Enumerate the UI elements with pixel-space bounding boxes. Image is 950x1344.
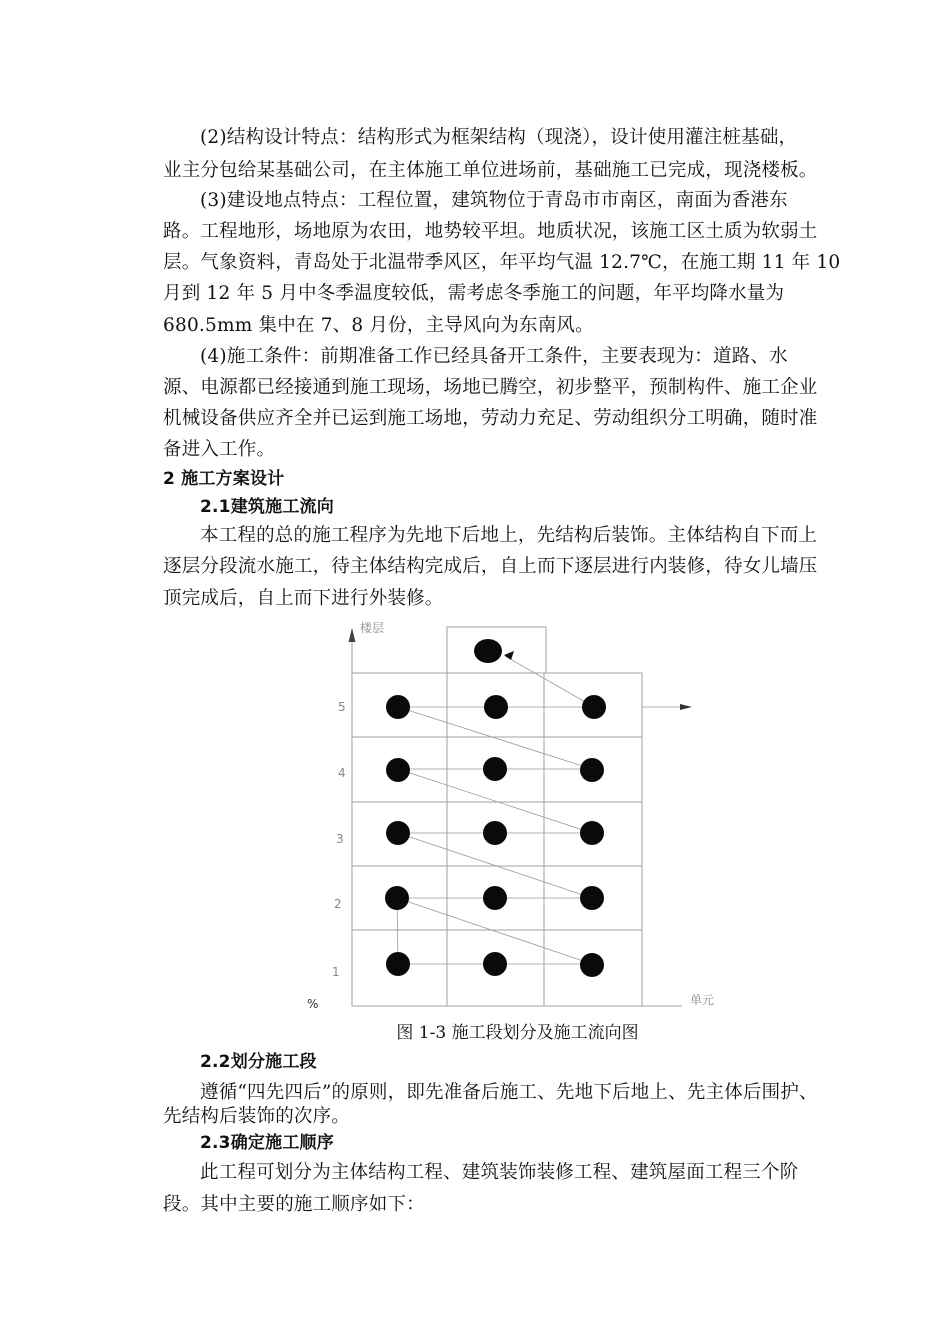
work-sections [385,639,606,977]
paragraph-line: 此工程可划分为主体结构工程、建筑装饰装修工程、建筑屋面工程三个阶 [200,1162,799,1183]
floor-label: 2 [334,897,342,911]
section-dot [385,886,409,910]
paragraph-line: (4)施工条件：前期准备工作已经具备开工条件，主要表现为：道路、水 [200,346,788,367]
section-dot [582,695,606,719]
paragraph-line: 逐层分段流水施工，待主体结构完成后，自上而下逐层进行内装修，待女儿墙压 [163,556,818,577]
paragraph-line: 先结构后装饰的次序。 [163,1106,351,1127]
x-axis-label: 单元 [690,993,715,1007]
exit-arrow-head [680,704,692,710]
subsection-heading: 2.1建筑施工流向 [200,497,334,517]
section-heading: 2 施工方案设计 [163,469,285,489]
paragraph-line: 路。工程地形，场地原为农田，地势较平坦。地质状况，该施工区土质为软弱土 [163,221,818,242]
section-dot [483,952,507,976]
flow-lines [397,656,682,964]
paragraph-line: 备进入工作。 [163,439,276,460]
section-dot [483,886,507,910]
section-dot [386,695,410,719]
section-dot [580,758,604,782]
floor-label: 3 [336,832,344,846]
figure-caption: 图 1-3 施工段划分及施工流向图 [396,1023,639,1043]
section-dot [386,821,410,845]
section-dot [386,758,410,782]
subsection-heading: 2.3确定施工顺序 [200,1133,334,1153]
roof-section-dot [474,639,502,663]
paragraph-line: 顶完成后，自上而下进行外装修。 [163,588,444,609]
origin-label: % [307,997,319,1011]
paragraph-line: 本工程的总的施工程序为先地下后地上，先结构后装饰。主体结构自下而上 [200,525,818,546]
section-dot [580,953,604,977]
paragraph-line: 机械设备供应齐全并已运到施工场地，劳动力充足、劳动组织分工明确，随时准 [163,408,818,429]
paragraph-line: 层。气象资料，青岛处于北温带季风区，年平均气温 12.7℃，在施工期 11 年 10 [163,252,841,273]
floor-label: 5 [338,700,346,714]
section-dot [483,757,507,781]
floor-label: 4 [338,766,346,780]
paragraph-line: 段。其中主要的施工顺序如下： [163,1194,425,1215]
y-axis-arrow [349,628,356,642]
paragraph-line: 源、电源都已经接通到施工现场，场地已腾空，初步整平，预制构件、施工企业 [163,377,818,398]
flow-arrow-head [504,651,514,660]
subsection-heading: 2.2划分施工段 [200,1052,317,1072]
paragraph-line: 业主分包给某基础公司，在主体施工单位进场前，基础施工已完成，现浇楼板。 [163,160,818,181]
section-dot [386,952,410,976]
y-axis-label: 楼层 [360,621,385,635]
section-dot [580,886,604,910]
section-dot [580,821,604,845]
floor-grid [352,673,642,1006]
section-dot [484,695,508,719]
floor-label: 1 [332,965,340,979]
paragraph-line: (3)建设地点特点：工程位置，建筑物位于青岛市市南区，南面为香港东 [200,190,788,211]
paragraph-line: (2)结构设计特点：结构形式为框架结构（现浇），设计使用灌注桩基础， [200,127,798,148]
roof-section-box [447,627,546,673]
paragraph-line: 遵循“四先四后”的原则，即先准备后施工、先地下后地上、先主体后围护、 [200,1082,818,1103]
paragraph-line: 680.5mm 集中在 7、8 月份，主导风向为东南风。 [163,315,594,336]
section-dot [483,821,507,845]
paragraph-line: 月到 12 年 5 月中冬季温度较低，需考虑冬季施工的问题，年平均降水量为 [163,283,785,304]
